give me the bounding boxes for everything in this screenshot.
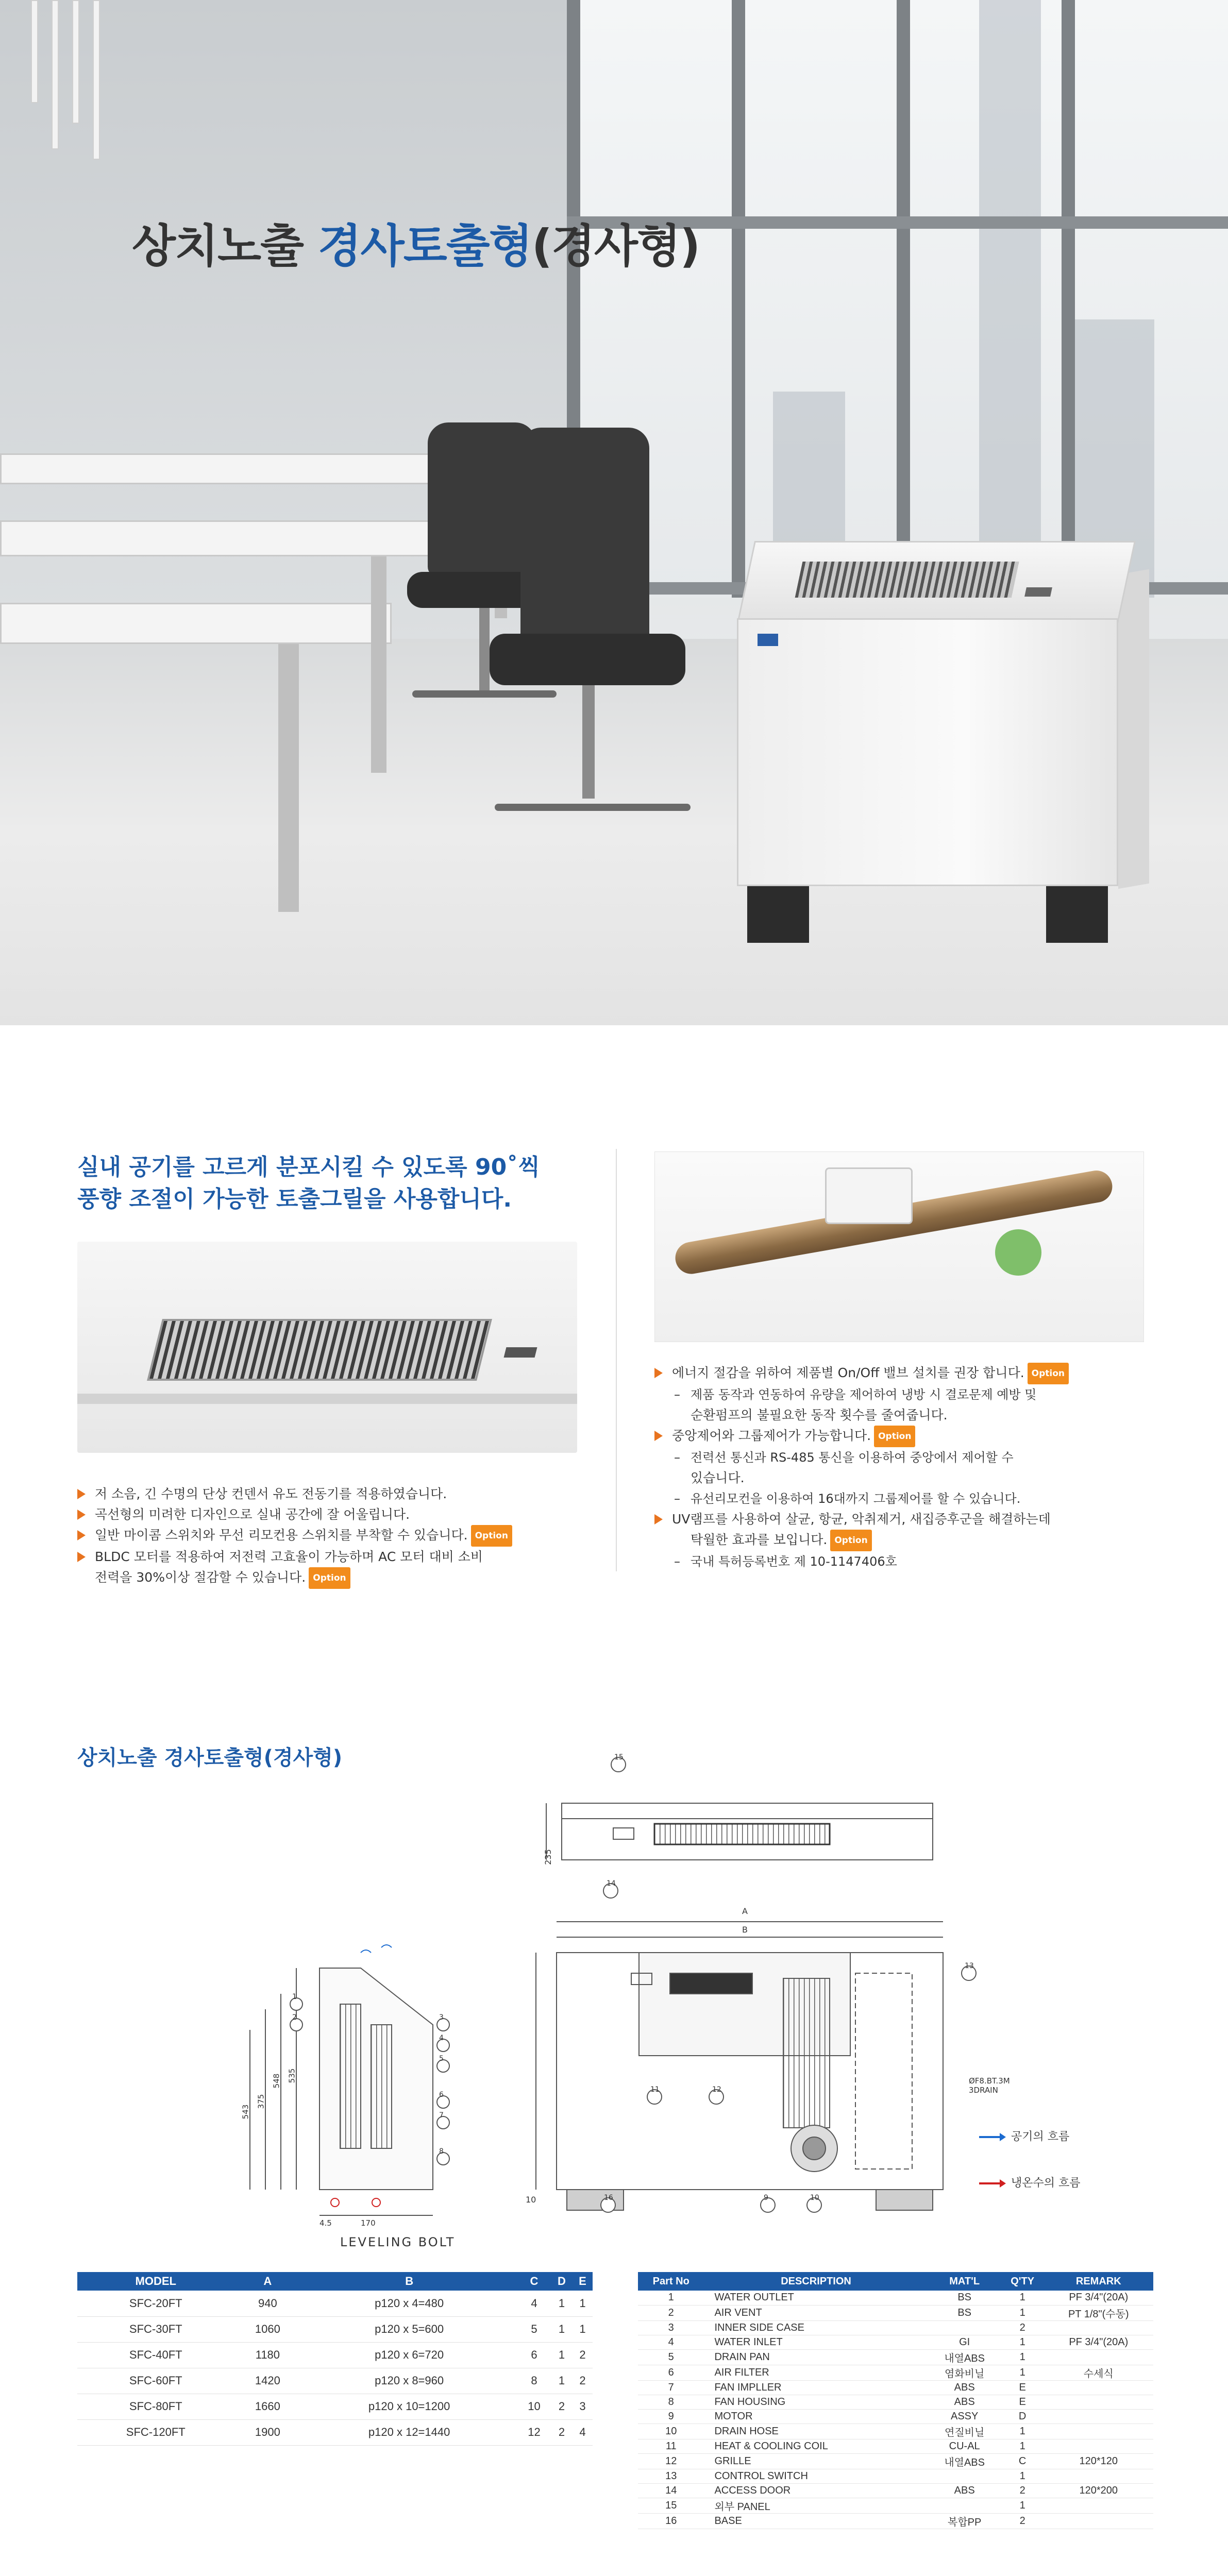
table-cell [1044,2439,1153,2453]
model-dimension-table [77,2272,593,2446]
front-view [536,1922,976,2212]
table-row [638,2513,1153,2529]
dim-label: 548 [272,2073,281,2089]
table-cell: 1060 [234,2316,301,2342]
table-cell: 1 [551,2342,573,2368]
table-cell: 14 [638,2483,704,2498]
feature-item [77,1547,582,1567]
table-cell: p120 x 10=1200 [301,2394,517,2419]
option-badge: Option [1028,1363,1069,1384]
table-cell: p120 x 4=480 [301,2291,517,2316]
table-cell: 2 [551,2394,573,2419]
table-cell [1044,2409,1153,2424]
table-row [638,2335,1153,2349]
option-text: 순환펌프의 불필요한 동작 횟수를 줄여줍니다. [691,1408,948,1422]
table-cell: 8 [638,2395,704,2409]
table-cell: 수세식 [1044,2365,1153,2380]
table-cell: ABS [928,2395,1001,2409]
callout-number: 2 [292,2013,297,2022]
office-desk [0,603,392,644]
table-cell: C [1001,2453,1044,2469]
table-cell: 1 [1001,2349,1044,2365]
feature-text: 일반 마이콤 스위치와 무선 리모컨용 스위치를 부착할 수 있습니다. [95,1528,468,1543]
table-row [638,2349,1153,2365]
table-cell: 12 [638,2453,704,2469]
table-cell: 2 [551,2419,573,2445]
option-item [654,1405,1149,1426]
option-badge: Option [309,1567,350,1589]
option-item [654,1509,1149,1530]
office-desk [0,520,443,556]
table-cell: p120 x 12=1440 [301,2419,517,2445]
leveling-bolt-label: LEVELING BOLT [340,2235,456,2249]
table-cell [1044,2380,1153,2395]
water-flow-legend: 냉온수의 흐름 [979,2174,1081,2190]
column-header: REMARK [1044,2272,1153,2291]
feature-text: 저 소음, 긴 수명의 단상 컨덴서 유도 전동기를 적용하였습니다. [95,1486,447,1501]
table-cell: CONTROL SWITCH [704,2469,928,2483]
feature-list [77,1484,582,1589]
option-badge: Option [874,1426,915,1447]
table-cell: 1 [1001,2498,1044,2513]
column-header: B [301,2272,517,2291]
table-row [638,2424,1153,2439]
table-row [638,2395,1153,2409]
table-row [77,2419,593,2445]
hero-photo [0,0,1228,1025]
table-row [638,2469,1153,2483]
column-header: C [517,2272,551,2291]
table-cell: 1 [1001,2305,1044,2320]
office-chair [428,422,536,577]
callout-number: 14 [607,1879,616,1888]
table-cell: 2 [1001,2483,1044,2498]
table-cell: 9 [638,2409,704,2424]
option-item [654,1384,1149,1405]
table-cell: FAN HOUSING [704,2395,928,2409]
table-cell: 1 [1001,2365,1044,2380]
table-cell: 1900 [234,2419,301,2445]
callout-number: 1 [292,1993,297,2001]
table-cell: HEAT & COOLING COIL [704,2439,928,2453]
feature-text: BLDC 모터를 적용하여 저전력 고효율이 가능하며 AC 모터 대비 소비 [95,1549,483,1564]
table-cell: 940 [234,2291,301,2316]
callout-number: 15 [614,1753,624,1761]
table-cell [1044,2395,1153,2409]
table-cell: D [1001,2409,1044,2424]
callout-number: 6 [439,2091,444,2099]
table-cell: 5 [638,2349,704,2365]
column-header: D [551,2272,573,2291]
table-cell: SFC-20FT [77,2291,234,2316]
table-cell [1044,2498,1153,2513]
table-row [77,2394,593,2419]
callout-number: 7 [439,2111,444,2120]
table-cell: 2 [1001,2513,1044,2529]
top-view [546,1757,933,1898]
table-cell: BS [928,2291,1001,2305]
grille-closeup-photo [77,1242,577,1453]
callout-number: 9 [764,2194,768,2202]
callout-number: 8 [439,2147,444,2156]
diagram-title: 상치노출 경사토출형(경사형) [77,1746,343,1770]
table-cell: 1 [573,2291,593,2316]
table-cell: 3 [638,2320,704,2335]
discharge-grille [795,562,1019,598]
table-cell: E [1001,2380,1044,2395]
table-cell: WATER OUTLET [704,2291,928,2305]
option-item [654,1468,1149,1488]
table-row [638,2291,1153,2305]
table-cell: PF 3/4"(20A) [1044,2335,1153,2349]
table-header-row [77,2272,593,2291]
table-cell: 내열ABS [928,2453,1001,2469]
table-cell: 6 [517,2342,551,2368]
callout-number: 10 [810,2194,819,2202]
table-row [638,2483,1153,2498]
table-cell: 4 [638,2335,704,2349]
option-text: 중앙제어와 그룹제어가 가능합니다. [672,1428,871,1443]
table-cell: CU-AL [928,2439,1001,2453]
table-cell: ASSY [928,2409,1001,2424]
table-cell [1044,2320,1153,2335]
table-row [77,2368,593,2394]
callout-number: 5 [439,2055,444,2063]
table-cell: 120*200 [1044,2483,1153,2498]
table-cell: 1180 [234,2342,301,2368]
feature-text: 전력을 30%이상 절감할 수 있습니다. [95,1570,306,1585]
table-cell: 1 [573,2316,593,2342]
feature-item [77,1567,582,1589]
column-header: A [234,2272,301,2291]
table-cell: 연질비닐 [928,2424,1001,2439]
table-cell: 1 [638,2291,704,2305]
column-header: MODEL [77,2272,234,2291]
valve-photo [654,1151,1144,1342]
pipe-note: ØF8.BT.3M 3DRAIN [969,2076,1010,2095]
column-header: E [573,2272,593,2291]
table-cell: INNER SIDE CASE [704,2320,928,2335]
table-cell: 2 [573,2342,593,2368]
table-cell: 7 [638,2380,704,2395]
table-cell: 1 [1001,2335,1044,2349]
dim-label: 235 [543,1849,553,1865]
table-cell: p120 x 5=600 [301,2316,517,2342]
table-cell: PT 1/8"(수동) [1044,2305,1153,2320]
table-cell [1044,2349,1153,2365]
table-cell: BS [928,2305,1001,2320]
table-cell: 1660 [234,2394,301,2419]
table-cell: 복합PP [928,2513,1001,2529]
table-row [638,2498,1153,2513]
table-cell [928,2469,1001,2483]
table-cell: ABS [928,2483,1001,2498]
table-cell: 내열ABS [928,2349,1001,2365]
table-cell: 염화비닐 [928,2365,1001,2380]
dimension-diagram [0,1736,1228,2267]
table-cell: 8 [517,2368,551,2394]
table-cell: 1 [551,2316,573,2342]
table-cell: ACCESS DOOR [704,2483,928,2498]
table-cell: AIR VENT [704,2305,928,2320]
option-text: 국내 특허등록번호 제 10-1147406호 [691,1554,897,1569]
table-cell [928,2498,1001,2513]
table-cell: MOTOR [704,2409,928,2424]
table-cell: 15 [638,2498,704,2513]
table-row [77,2291,593,2316]
table-cell: 1 [1001,2291,1044,2305]
table-cell: SFC-30FT [77,2316,234,2342]
table-cell [928,2320,1001,2335]
table-cell: SFC-40FT [77,2342,234,2368]
dim-label: 10 [526,2195,536,2205]
table-cell: 6 [638,2365,704,2380]
callout-number: 12 [712,2086,721,2094]
option-text: 탁월한 효과를 보입니다. [691,1532,828,1547]
table-cell: SFC-60FT [77,2368,234,2394]
dim-label: 4.5 [319,2218,332,2228]
column-header: Part No [638,2272,704,2291]
table-cell: BASE [704,2513,928,2529]
table-cell: 외부 PANEL [704,2498,928,2513]
table-cell: 1 [1001,2424,1044,2439]
table-cell: DRAIN HOSE [704,2424,928,2439]
table-cell: 2 [573,2368,593,2394]
table-cell: 11 [638,2439,704,2453]
feature-item [77,1484,582,1504]
callout-number: 13 [965,1962,974,1970]
air-flow-legend: 공기의 흐름 [979,2128,1069,2144]
table-cell: 4 [517,2291,551,2316]
option-text: 유선리모컨을 이용하여 16대까지 그룹제어를 할 수 있습니다. [691,1492,1021,1506]
table-cell: GRILLE [704,2453,928,2469]
dim-label: 170 [361,2218,376,2228]
table-cell: DRAIN PAN [704,2349,928,2365]
table-cell: 1420 [234,2368,301,2394]
option-item [654,1551,1149,1572]
dim-label: 543 [241,2104,250,2120]
table-cell: 3 [573,2394,593,2419]
dim-label: 375 [256,2094,266,2109]
features-section [0,1025,1228,1736]
table-cell: 10 [517,2394,551,2419]
page-title: 상치노출 경사토출형(경사형) [132,219,700,273]
table-cell: 2 [1001,2320,1044,2335]
table-cell: AIR FILTER [704,2365,928,2380]
brand-logo [758,634,778,646]
table-cell: 120*120 [1044,2453,1153,2469]
table-cell: 12 [517,2419,551,2445]
table-row [638,2365,1153,2380]
option-item [654,1530,1149,1551]
option-text: UV램프를 사용하여 살균, 항균, 악취제거, 새집증후군을 해결하는데 [672,1512,1051,1527]
table-cell: 4 [573,2419,593,2445]
table-row [638,2439,1153,2453]
table-row [638,2320,1153,2335]
table-cell: 1 [551,2291,573,2316]
option-item [654,1488,1149,1509]
table-cell: ABS [928,2380,1001,2395]
table-cell: 1 [1001,2469,1044,2483]
table-cell: 10 [638,2424,704,2439]
option-badge: Option [830,1530,871,1551]
dim-letter: B [742,1925,748,1935]
column-header: MAT'L [928,2272,1001,2291]
callout-number: 16 [604,2194,613,2202]
option-item [654,1447,1149,1468]
feature-text: 곡선형의 미려한 디자인으로 실내 공간에 잘 어울립니다. [95,1507,410,1522]
table-cell: 2 [638,2305,704,2320]
table-cell: 5 [517,2316,551,2342]
table-cell [1044,2424,1153,2439]
option-text: 에너지 절감을 위하여 제품별 On/Off 밸브 설치를 권장 합니다. [672,1365,1024,1380]
dim-letter: A [742,1906,748,1916]
table-row [638,2380,1153,2395]
column-header: DESCRIPTION [704,2272,928,2291]
table-row [77,2316,593,2342]
table-cell: SFC-120FT [77,2419,234,2445]
table-cell [1044,2469,1153,2483]
table-cell: p120 x 6=720 [301,2342,517,2368]
fan-coil-unit-photo [737,541,1139,943]
parts-list-table [638,2272,1153,2529]
option-badge: Option [471,1525,512,1547]
option-text: 전력선 통신과 RS-485 통신을 이용하여 중앙에서 제어할 수 [691,1450,1014,1465]
table-cell: 16 [638,2513,704,2529]
dim-label: 535 [287,2068,297,2083]
option-item [654,1363,1149,1384]
table-row [77,2342,593,2368]
table-cell [1044,2513,1153,2529]
feature-headline: 실내 공기를 고르게 분포시킬 수 있도록 90˚씩 풍향 조절이 가능한 토출그릴을 사용합니다. [77,1154,540,1212]
feature-item [77,1525,582,1547]
feature-item [77,1504,582,1525]
table-cell: 1 [551,2368,573,2394]
column-header: Q'TY [1001,2272,1044,2291]
table-cell: GI [928,2335,1001,2349]
option-text: 제품 동작과 연동하여 유량을 제어하여 냉방 시 결로문제 예방 및 [691,1387,1037,1402]
table-cell: p120 x 8=960 [301,2368,517,2394]
option-item [654,1426,1149,1447]
table-row [638,2409,1153,2424]
table-cell: 1 [1001,2439,1044,2453]
table-cell: WATER INLET [704,2335,928,2349]
table-cell: FAN IMPLLER [704,2380,928,2395]
option-list [654,1363,1149,1572]
table-header-row [638,2272,1153,2291]
office-chair [520,428,649,644]
table-row [638,2305,1153,2320]
callout-number: 11 [650,2086,660,2094]
table-cell: PF 3/4"(20A) [1044,2291,1153,2305]
table-cell: 13 [638,2469,704,2483]
callout-number: 4 [439,2034,444,2042]
table-cell: SFC-80FT [77,2394,234,2419]
table-row [638,2453,1153,2469]
option-text: 있습니다. [691,1470,745,1485]
callout-number: 3 [439,2013,444,2022]
table-cell: E [1001,2395,1044,2409]
